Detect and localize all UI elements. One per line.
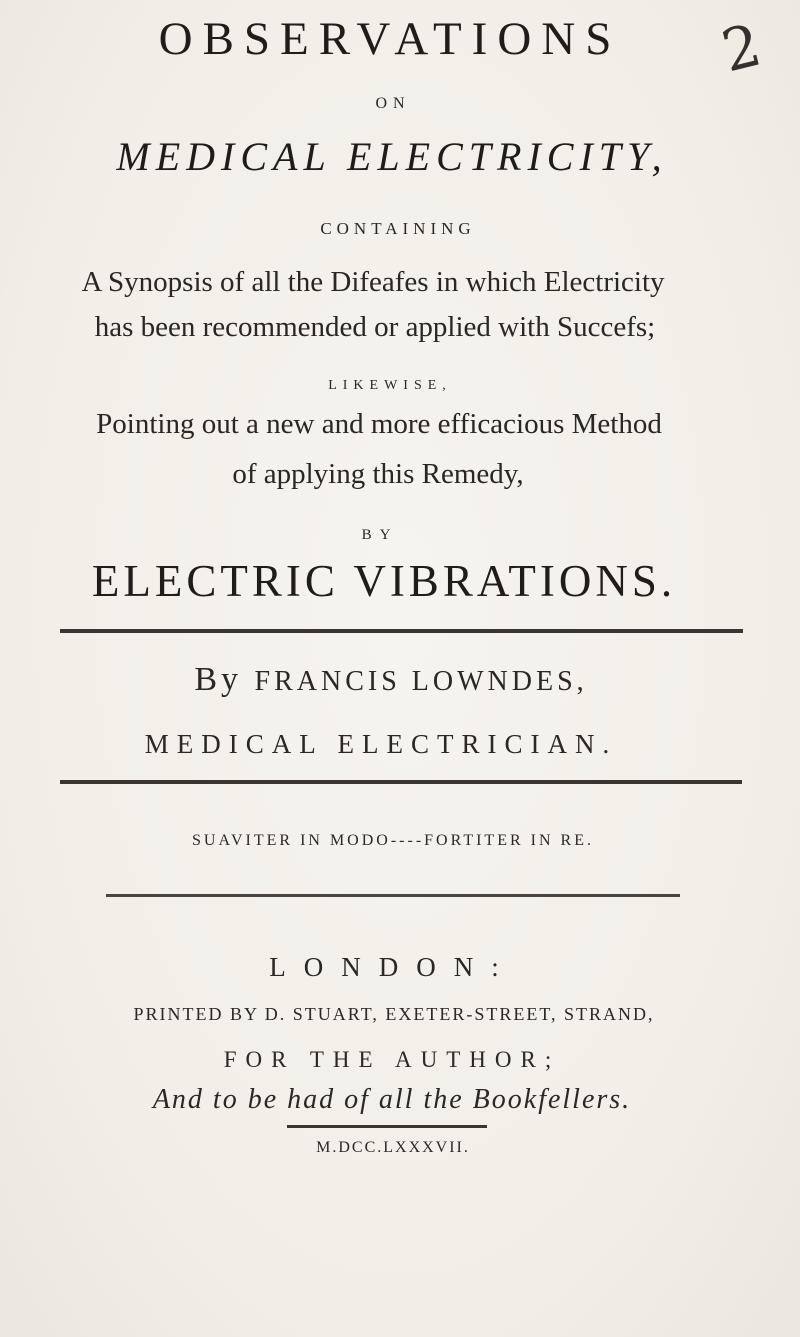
book-subject: MEDICAL ELECTRICITY, <box>116 134 668 179</box>
book-subtitle: ELECTRIC VIBRATIONS. <box>91 556 677 606</box>
method-line-2: of applying this Remedy, <box>232 458 524 490</box>
author-name: FRANCIS LOWNDES, <box>254 666 588 697</box>
author-profession: MEDICAL ELECTRICIAN. <box>144 729 618 759</box>
book-title: OBSERVATIONS <box>158 13 622 65</box>
divider-rule <box>60 780 742 784</box>
divider-rule <box>60 629 743 633</box>
imprint-for-author: FOR THE AUTHOR; <box>223 1047 561 1072</box>
imprint-city: LONDON: <box>269 952 517 982</box>
containing-label: CONTAINING <box>320 219 476 238</box>
motto: SUAVITER IN MODO----FORTITER IN RE. <box>192 832 594 849</box>
synopsis-line-1: A Synopsis of all the Difeafes in which Electricity <box>81 266 665 298</box>
imprint-printer: PRINTED BY D. STUART, EXETER-STREET, STRAND, <box>133 1004 655 1024</box>
synopsis-line-2: has been recommended or applied with Succefs; <box>94 311 656 343</box>
divider-rule-short <box>287 1125 487 1128</box>
by-label: BY <box>361 527 399 543</box>
page-number-mark: 2 <box>715 10 768 86</box>
imprint-sellers: And to be had of all the Bookfellers. <box>152 1084 632 1115</box>
imprint-date: M.DCC.LXXXVII. <box>316 1139 470 1156</box>
method-line-1: Pointing out a new and more efficacious Method <box>96 408 662 440</box>
likewise-label: LIKEWISE, <box>328 378 452 393</box>
author-prefix: By <box>194 661 243 698</box>
ornamental-rule <box>106 894 680 897</box>
title-connector: ON <box>375 95 411 112</box>
author-line <box>0 661 791 699</box>
